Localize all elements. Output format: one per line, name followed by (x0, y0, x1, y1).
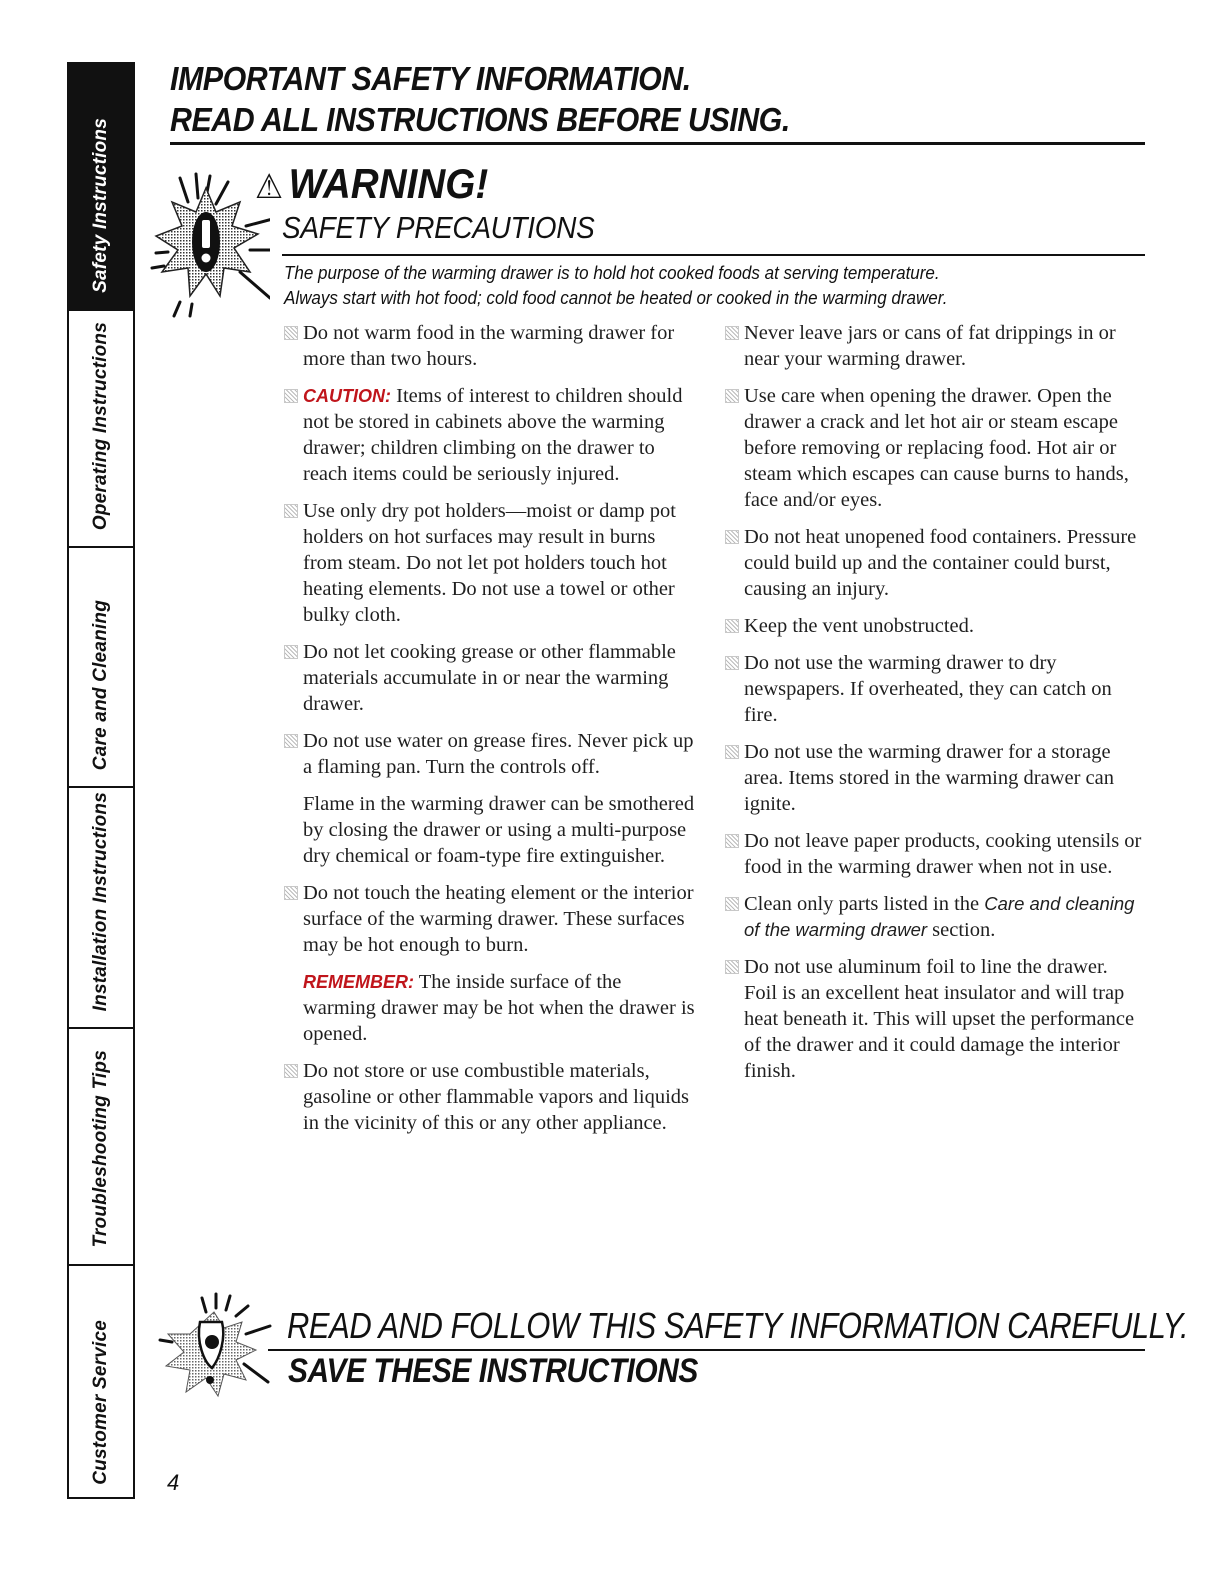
bullet-icon (284, 886, 298, 900)
page-title-line1: IMPORTANT SAFETY INFORMATION. (170, 60, 691, 97)
page-title-line2: READ ALL INSTRUCTIONS BEFORE USING. (170, 101, 790, 138)
list-item: Do not use the warming drawer for a storage area. Items stored in the warming drawer can ignite. (725, 739, 1145, 817)
warning-intro (284, 260, 1075, 310)
bullet-icon (725, 745, 739, 759)
caution-label: CAUTION: (303, 386, 391, 406)
bullet-icon (284, 504, 298, 518)
bullet-icon (284, 1064, 298, 1078)
bullet-icon (284, 389, 298, 403)
list-item: CAUTION: Items of interest to children should not be stored in cabinets above the warming drawer; children climbing on the drawer to reach items could be seriously injured. (284, 383, 699, 487)
bullet-icon (284, 326, 298, 340)
tab-label: Care and Cleaning (90, 599, 111, 770)
tab-label: Installation Instructions (90, 791, 111, 1011)
list-item: Do not use the warming drawer to dry newspapers. If overheated, they can catch on fire. (725, 650, 1145, 728)
bullet-icon (725, 619, 739, 633)
bullet-icon (725, 326, 739, 340)
read-and-follow-banner: READ AND FOLLOW THIS SAFETY INFORMATION CAREFULLY. (287, 1305, 1189, 1346)
list-item: Do not touch the heating element or the interior surface of the warming drawer. These surfaces may be hot enough to burn. (284, 880, 699, 958)
checkmark-burst-icon (150, 1292, 280, 1417)
list-item: Do not heat unopened food containers. Pressure could build up and the container could burst, causing an injury. (725, 524, 1145, 602)
exclamation-burst-icon (150, 168, 270, 318)
bullet-icon (725, 389, 739, 403)
tab-installation-instructions[interactable] (69, 788, 133, 1029)
bullet-icon (725, 656, 739, 670)
list-item: Never leave jars or cans of fat drippings in or near your warming drawer. (725, 320, 1145, 372)
bullet-icon (284, 645, 298, 659)
warning-heading (255, 160, 488, 208)
intro-line1: The purpose of the warming drawer is to hold hot cooked foods at serving temperature. (284, 262, 940, 283)
warning-title: WARNING! (288, 160, 489, 207)
tab-label: Safety Instructions (90, 118, 111, 293)
intro-line2: Always start with hot food; cold food cannot be heated or cooked in the warming drawer. (284, 287, 948, 308)
bullet-icon (284, 734, 298, 748)
bullet-icon (725, 530, 739, 544)
section-reference: Care and cleaning of the warming drawer (744, 893, 1135, 940)
list-item: Do not warm food in the warming drawer for more than two hours. (284, 320, 699, 372)
tab-customer-service[interactable] (69, 1266, 133, 1501)
page-number: 4 (167, 1470, 180, 1495)
list-item: Use only dry pot holders—moist or damp pot holders on hot surfaces may result in burns from steam. Do not let pot holders touch hot heating elements. Do not use a towel or other bulky cloth. (284, 498, 699, 628)
list-item: Do not leave paper products, cooking utensils or food in the warming drawer when not in use. (725, 828, 1145, 880)
warning-subtitle: SAFETY PRECAUTIONS (282, 210, 595, 245)
tab-safety-instructions[interactable] (69, 64, 133, 311)
left-column (284, 320, 699, 1147)
list-item: Do not use aluminum foil to line the drawer. Foil is an excellent heat insulator and will trap heat beneath it. This will upset the performance of the drawer and it could damage the interior finish. (725, 954, 1145, 1084)
right-column (725, 320, 1145, 1095)
list-item-continuation: REMEMBER: The inside surface of the warming drawer may be hot when the drawer is opened. (303, 971, 695, 1045)
tab-troubleshooting-tips[interactable] (69, 1029, 133, 1266)
list-item: Do not use water on grease fires. Never pick up a flaming pan. Turn the controls off. (284, 728, 699, 780)
list-item: Do not let cooking grease or other flammable materials accumulate in or near the warming drawer. (284, 639, 699, 717)
list-item: Clean only parts listed in the Care and cleaning of the warming drawer section. (725, 891, 1145, 943)
tab-label: Troubleshooting Tips (90, 1050, 111, 1248)
warning-triangle-icon: ⚠ (255, 168, 284, 206)
tab-operating-instructions[interactable] (69, 311, 133, 548)
tab-label: Customer Service (90, 1320, 111, 1485)
list-item: Use care when opening the drawer. Open the drawer a crack and let hot air or steam escape before removing or replacing food. Hot air or steam which escapes can cause burns to hands, face and/or eyes. (725, 383, 1145, 513)
save-instructions-banner: SAVE THESE INSTRUCTIONS (288, 1352, 698, 1390)
tab-care-and-cleaning[interactable] (69, 548, 133, 788)
side-tab-nav (67, 62, 135, 1499)
list-item-continuation: Flame in the warming drawer can be smothered by closing the drawer or using a multi-purpose dry chemical or foam-type fire extinguisher. (303, 793, 695, 867)
header-rule (170, 142, 1145, 145)
warning-rule (282, 254, 1145, 256)
page-title (170, 58, 790, 140)
list-item: Keep the vent unobstructed. (725, 613, 1145, 639)
list-item: Do not store or use combustible materials, gasoline or other flammable vapors and liquids in the vicinity of this or any other appliance. (284, 1058, 699, 1136)
bullet-icon (725, 960, 739, 974)
tab-label: Operating Instructions (90, 321, 111, 530)
footer-rule (268, 1349, 1145, 1351)
bullet-icon (725, 834, 739, 848)
remember-label: REMEMBER: (303, 972, 414, 992)
bullet-icon (725, 897, 739, 911)
